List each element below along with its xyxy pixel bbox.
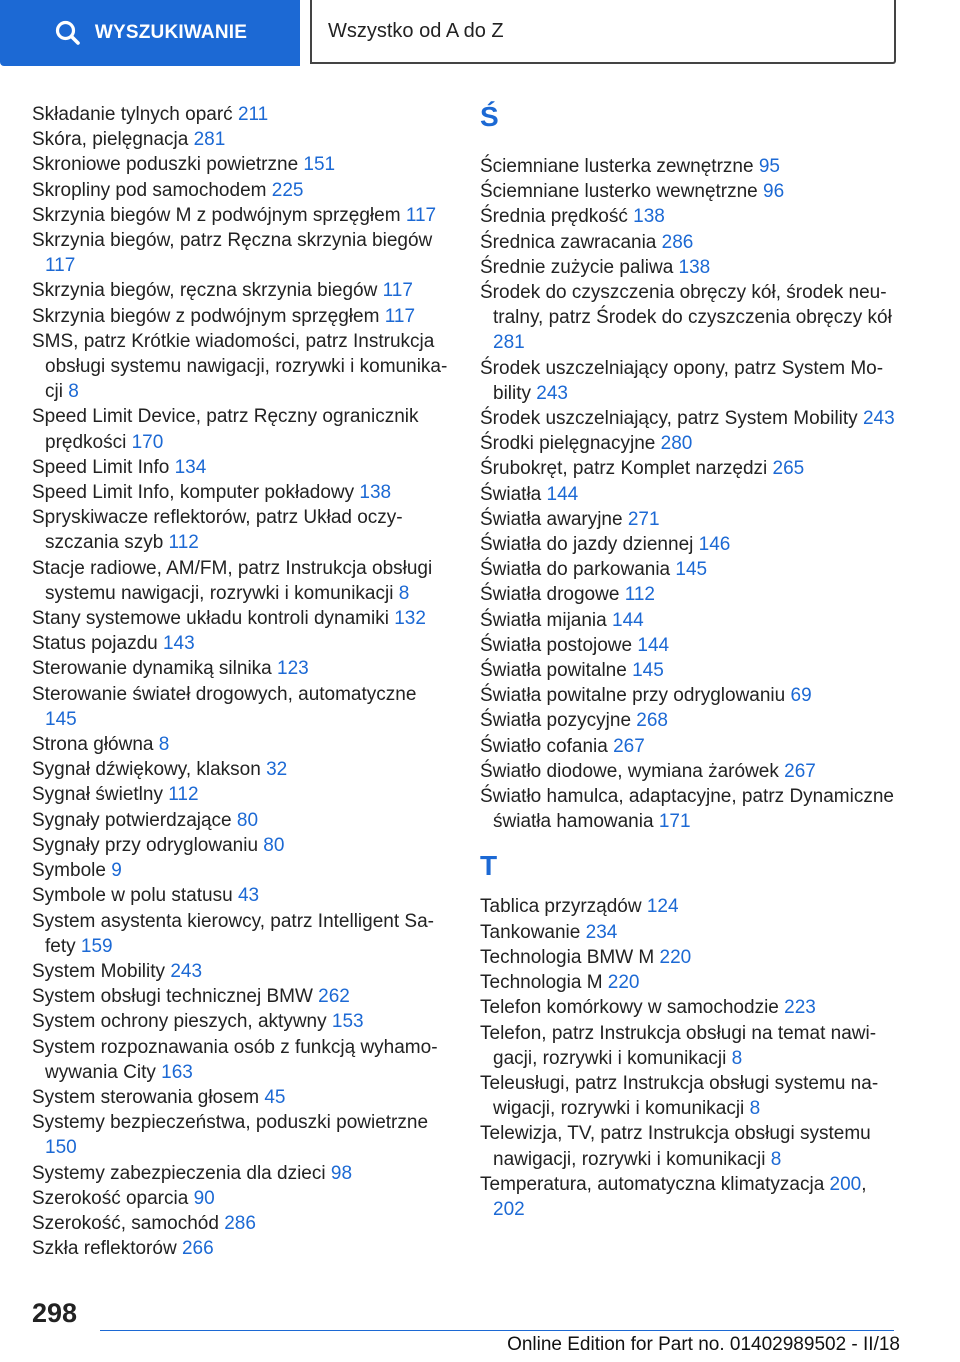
- index-entry-text: Speed Limit Device, patrz Ręczny ogranicznik prędkości: [32, 406, 419, 453]
- index-entry-text: Światła postojowe: [480, 634, 638, 656]
- index-entry: [480, 507, 900, 532]
- page-link[interactable]: 281: [493, 332, 525, 354]
- header: [0, 0, 960, 66]
- search-button[interactable]: [0, 0, 300, 66]
- index-entry-text: Światło cofania: [480, 735, 614, 757]
- index-entry-text: Teleusługi, patrz Instrukcja obsługi systemu nawigacji, rozrywki i komunikacji: [480, 1072, 879, 1120]
- page-link[interactable]: 8: [398, 582, 410, 604]
- index-entry-text: Telewizja, TV, patrz Instrukcja obsługi systemu nawigacji, rozrywki i komunikacji: [480, 1123, 871, 1170]
- page-link[interactable]: 117: [382, 280, 413, 302]
- page-link[interactable]: 143: [162, 633, 195, 655]
- page-number: 298: [32, 1298, 78, 1328]
- page-link[interactable]: 9: [111, 860, 122, 882]
- index-entry: [32, 505, 452, 555]
- index-entry: [480, 179, 900, 204]
- page-link[interactable]: 281: [193, 129, 226, 151]
- index-entry: [480, 945, 900, 970]
- index-entry-text: Środki pielęgnacyjne: [480, 433, 661, 455]
- index-entry-text: Sterowanie dynamiką silnika: [32, 658, 278, 680]
- index-entry-text: Środek uszczelniający opony, patrz System Mobility: [480, 357, 884, 404]
- index-entry: [480, 708, 900, 733]
- edition-text: Online Edition for Part no. 01402989502 - II/18: [507, 1334, 900, 1355]
- section-t-entries: [480, 894, 900, 1222]
- page-link[interactable]: 138: [633, 206, 665, 228]
- page-link[interactable]: 112: [168, 532, 199, 554]
- page-link[interactable]: 8: [68, 381, 79, 403]
- page-link[interactable]: 112: [168, 784, 199, 806]
- page-link[interactable]: 202: [493, 1198, 525, 1220]
- index-entry: [32, 732, 452, 757]
- page-link[interactable]: 171: [658, 811, 691, 833]
- page-link[interactable]: 286: [661, 231, 694, 253]
- index-entry-text: Światła drogowe: [480, 584, 625, 606]
- index-entry-text: Sygnał świetlny: [32, 784, 169, 806]
- index-entry-text: Systemy zabezpieczenia dla dzieci: [32, 1162, 331, 1184]
- page-link[interactable]: 117: [384, 305, 416, 327]
- footer-divider: [100, 1330, 894, 1331]
- page-link[interactable]: 220: [607, 972, 640, 994]
- index-entry-text: System asystenta kierowcy, patrz Intelligent Safety: [32, 910, 434, 957]
- page-link[interactable]: 266: [181, 1238, 214, 1260]
- index-entry: [32, 858, 452, 883]
- index-entry-text: System ochrony pieszych, aktywny: [32, 1011, 332, 1033]
- page-link[interactable]: 234: [585, 921, 618, 943]
- index-entry-text: Spryskiwacze reflektorów, patrz Układ oczyszczania szyb: [32, 507, 403, 554]
- index-entry: [480, 406, 900, 431]
- index-entry: [480, 356, 900, 406]
- page-link[interactable]: 200: [829, 1173, 862, 1195]
- index-entry-text: Stany systemowe układu kontroli dynamiki: [32, 608, 395, 630]
- page-link[interactable]: 211: [237, 104, 269, 125]
- index-entry-text: Skroniowe poduszki powietrzne: [32, 154, 304, 176]
- page-link[interactable]: 96: [763, 181, 785, 203]
- index-entry: [32, 984, 452, 1009]
- index-entry: [480, 995, 900, 1020]
- index-entry: [32, 203, 452, 228]
- index-entry-text: Skrzynia biegów M z podwójnym sprzęgłem: [32, 204, 406, 226]
- index-entry: [480, 1021, 900, 1071]
- page-link[interactable]: 265: [772, 458, 805, 480]
- index-entry-text: Sygnały przy odryglowaniu: [32, 834, 264, 856]
- page-link[interactable]: 8: [731, 1047, 743, 1069]
- index-entry-text: Szerokość oparcia: [32, 1187, 194, 1209]
- page-link[interactable]: 144: [546, 483, 579, 505]
- index-entry: [32, 152, 452, 177]
- index-entry-text: Technologia M: [480, 972, 608, 994]
- index-entry-text: Tablica przyrządów: [480, 896, 647, 918]
- index-entry: [32, 757, 452, 782]
- index-entry-text: System sterowania głosem: [32, 1086, 265, 1108]
- section-s-acute-entries: [480, 154, 900, 834]
- index-entry: [480, 734, 900, 759]
- index-entry-text: Światła: [480, 483, 547, 505]
- page-link[interactable]: 134: [174, 456, 207, 478]
- index-entry: [32, 909, 452, 959]
- index-entry-text: Środek uszczelniający, patrz System Mobility: [480, 408, 863, 430]
- index-entry: [32, 556, 452, 606]
- page-link[interactable]: 220: [659, 946, 692, 968]
- index-entry-text: Sterowanie świateł drogowych, automatyczne: [32, 683, 417, 705]
- index-entry: [32, 1110, 452, 1160]
- index-entry-text: Skrzynia biegów, ręczna skrzynia biegów: [32, 280, 383, 302]
- index-entry-text: Status pojazdu: [32, 633, 163, 655]
- page-link[interactable]: 95: [758, 156, 780, 177]
- index-entry: [480, 894, 900, 919]
- index-entry-text: Technologia BMW M: [480, 946, 660, 968]
- page-link[interactable]: 8: [749, 1098, 761, 1120]
- index-entry: [480, 482, 900, 507]
- index-entry: [32, 631, 452, 656]
- index-entry-text: Systemy bezpieczeństwa, poduszki powietrzne: [32, 1112, 429, 1134]
- index-entry-text: Ściemniane lusterko wewnętrzne: [480, 181, 764, 203]
- section-letter-t: T: [480, 850, 498, 882]
- index-entry-text: Skropliny pod samochodem: [32, 179, 272, 201]
- index-entry: [480, 633, 900, 658]
- index-entry: [480, 920, 900, 945]
- page-link[interactable]: 117: [405, 204, 437, 226]
- index-entry-text: Światła do jazdy dziennej: [480, 534, 699, 556]
- index-entry-text: Śrubokręt, patrz Komplet narzędzi: [480, 458, 773, 480]
- page-link[interactable]: 144: [637, 634, 670, 656]
- index-entry-text: Speed Limit Info: [32, 456, 175, 478]
- index-entry: [480, 532, 900, 557]
- index-entry: [480, 204, 900, 229]
- index-entry-text: Strona główna: [32, 734, 159, 756]
- page-link[interactable]: 153: [331, 1011, 364, 1033]
- index-entry: [480, 759, 900, 784]
- page-link[interactable]: 280: [660, 433, 693, 455]
- index-entry-text: Skrzynia biegów, patrz Ręczna skrzynia biegów: [32, 230, 433, 252]
- section-letter-s-acute: Ś: [480, 101, 499, 132]
- page-link[interactable]: 45: [264, 1086, 286, 1108]
- index-entry-text: Składanie tylnych oparć: [32, 104, 238, 125]
- index-entry: [480, 456, 900, 481]
- page-link[interactable]: 124: [646, 896, 679, 918]
- index-entry: [480, 1121, 900, 1171]
- index-entry: [32, 304, 452, 329]
- page-link[interactable]: 80: [263, 834, 285, 856]
- page-link[interactable]: 138: [678, 256, 711, 278]
- page-link[interactable]: 170: [131, 431, 164, 453]
- index-entry: [32, 883, 452, 908]
- index-entry-text: Temperatura, automatyczna klimatyzacja: [480, 1173, 830, 1195]
- page-link[interactable]: 132: [394, 608, 426, 630]
- page-link[interactable]: 32: [266, 759, 288, 781]
- index-entry: [480, 154, 900, 179]
- search-button-label: WYSZUKIWANIE: [94, 22, 248, 43]
- index-entry-text: Światło diodowe, wymiana żarówek: [480, 760, 785, 782]
- index-entry-text: Szerokość, samochód: [32, 1212, 225, 1234]
- page-link[interactable]: 146: [698, 534, 731, 556]
- page-link[interactable]: 145: [632, 660, 664, 682]
- index-entry: [32, 329, 452, 405]
- page-link[interactable]: 150: [45, 1137, 77, 1159]
- index-entry: [32, 102, 452, 127]
- page-link[interactable]: 267: [784, 760, 816, 782]
- index-entry-text: Symbole w polu statusu: [32, 885, 238, 907]
- page-link[interactable]: 267: [613, 735, 645, 757]
- index-entry: [480, 683, 900, 708]
- page-link[interactable]: 286: [224, 1212, 256, 1234]
- index-entry: [32, 1009, 452, 1034]
- page-link[interactable]: 243: [536, 382, 568, 404]
- index-entry-text: Sygnały potwierdzające: [32, 809, 237, 831]
- index-entry-text: Skóra, pielęgnacja: [32, 129, 194, 151]
- index-entry: [480, 230, 900, 255]
- index-entry: [32, 656, 452, 681]
- index-entry-text: Telefon komórkowy w samochodzie: [480, 997, 785, 1019]
- index-entry: [480, 1071, 900, 1121]
- index-entry: [32, 833, 452, 858]
- index-entry: [32, 1211, 452, 1236]
- index-entry-text: Sygnał dźwiękowy, klakson: [32, 759, 267, 781]
- index-entry: [32, 1085, 452, 1110]
- index-entry: [32, 455, 452, 480]
- page-link[interactable]: 243: [862, 408, 895, 430]
- index-entry: [32, 808, 452, 833]
- page-link[interactable]: 117: [45, 255, 76, 277]
- index-entry-text: System obsługi technicznej BMW: [32, 986, 319, 1008]
- index-entry-text: Tankowanie: [480, 921, 586, 943]
- index-entry: [32, 480, 452, 505]
- index-column-right: [480, 102, 900, 1222]
- index-entry-text: Światła powitalne przy odryglowaniu: [480, 685, 791, 707]
- index-entry: [480, 582, 900, 607]
- index-entry-text: Średnica zawracania: [480, 231, 662, 253]
- index-entry-text: Szkła reflektorów: [32, 1238, 182, 1260]
- index-entry-text: Światła do parkowania: [480, 559, 676, 581]
- index-entry: [480, 255, 900, 280]
- index-entry-text: Średnie zużycie paliwa: [480, 256, 679, 278]
- page-link[interactable]: 271: [627, 508, 660, 530]
- index-entry-text: Speed Limit Info, komputer pokładowy: [32, 482, 360, 504]
- index-entry: [32, 1035, 452, 1085]
- index-entry: [480, 431, 900, 456]
- page-link[interactable]: 80: [236, 809, 259, 831]
- page-link[interactable]: 151: [303, 154, 336, 176]
- index-entry: [480, 280, 900, 356]
- index-entry: [32, 782, 452, 807]
- page-link[interactable]: 223: [784, 997, 816, 1019]
- index-entry-text: SMS, patrz Krótkie wiadomości, patrz Instrukcja obsługi systemu nawigacji, rozrywki i komunikacji: [32, 330, 448, 403]
- index-entry: [32, 1161, 452, 1186]
- index-entry-text: Światła awaryjne: [480, 508, 628, 530]
- page-link[interactable]: 163: [161, 1061, 193, 1083]
- index-entry-text: System rozpoznawania osób z funkcją wyhamowywania City: [32, 1036, 438, 1083]
- page-link[interactable]: 243: [170, 960, 203, 982]
- index-entry: [32, 1186, 452, 1211]
- index-entry: [32, 278, 452, 303]
- page-link[interactable]: 112: [624, 584, 655, 606]
- index-entry-text: Światła powitalne: [480, 660, 633, 682]
- page-link[interactable]: 225: [271, 179, 304, 201]
- tab-a-to-z-label: Wszystko od A do Z: [328, 19, 504, 42]
- index-entry-text: Środek do czyszczenia obręczy kół, środek neutralny, patrz Środek do czyszczenia obręczy kół: [480, 282, 892, 329]
- page-link[interactable]: 69: [790, 685, 812, 707]
- index-entry: [32, 1236, 452, 1261]
- page-link[interactable]: 98: [330, 1162, 353, 1184]
- index-entry: [32, 127, 452, 152]
- page-link[interactable]: 8: [158, 734, 170, 756]
- page-link[interactable]: 138: [359, 482, 392, 504]
- index-entry-text: Światła pozycyjne: [480, 710, 637, 732]
- index-entry-text: Światła mijania: [480, 609, 612, 631]
- index-entry: [480, 658, 900, 683]
- page-link[interactable]: 144: [612, 609, 644, 631]
- tab-a-to-z[interactable]: [310, 0, 896, 64]
- index-entry-text: Symbole: [32, 860, 112, 882]
- page-link[interactable]: 268: [636, 710, 668, 732]
- page-link[interactable]: 159: [80, 935, 113, 957]
- index-entry: [480, 784, 900, 834]
- page-link[interactable]: 90: [193, 1187, 215, 1209]
- page-link[interactable]: 145: [675, 559, 708, 581]
- page-link[interactable]: 262: [318, 986, 350, 1008]
- index-entry-text: Telefon, patrz Instrukcja obsługi na temat nawigacji, rozrywki i komunikacji: [480, 1022, 877, 1069]
- index-entry-text: Skrzynia biegów z podwójnym sprzęgłem: [32, 305, 385, 327]
- page-link[interactable]: 8: [770, 1148, 782, 1170]
- index-entry: [32, 178, 452, 203]
- index-entry: [32, 682, 452, 732]
- index-entry: [32, 959, 452, 984]
- index-entry: [32, 228, 452, 278]
- search-icon: [53, 18, 83, 48]
- index-entry: [480, 970, 900, 995]
- index-entry: Temperatura, automatyczna klimatyzacja 200, 202: [480, 1173, 867, 1220]
- index-entry-text: Stacje radiowe, AM/FM, patrz Instrukcja obsługi systemu nawigacji, rozrywki i komunikacji: [32, 557, 433, 604]
- index-entry: [32, 606, 452, 631]
- index-entry-text: Ściemniane lusterka zewnętrzne: [480, 156, 759, 177]
- index-entry: [480, 557, 900, 582]
- page-link[interactable]: 43: [237, 885, 260, 907]
- index-entry: [480, 608, 900, 633]
- page-link[interactable]: 123: [277, 658, 309, 680]
- index-entry: [32, 404, 452, 454]
- index-column-left: [32, 102, 452, 1261]
- index-entry-text: Światło hamulca, adaptacyjne, patrz Dynamiczne światła hamowania: [480, 786, 894, 833]
- index-entry-text: System Mobility: [32, 960, 171, 982]
- page-link[interactable]: 145: [45, 708, 77, 730]
- index-entry-text: Średnia prędkość: [480, 206, 634, 228]
